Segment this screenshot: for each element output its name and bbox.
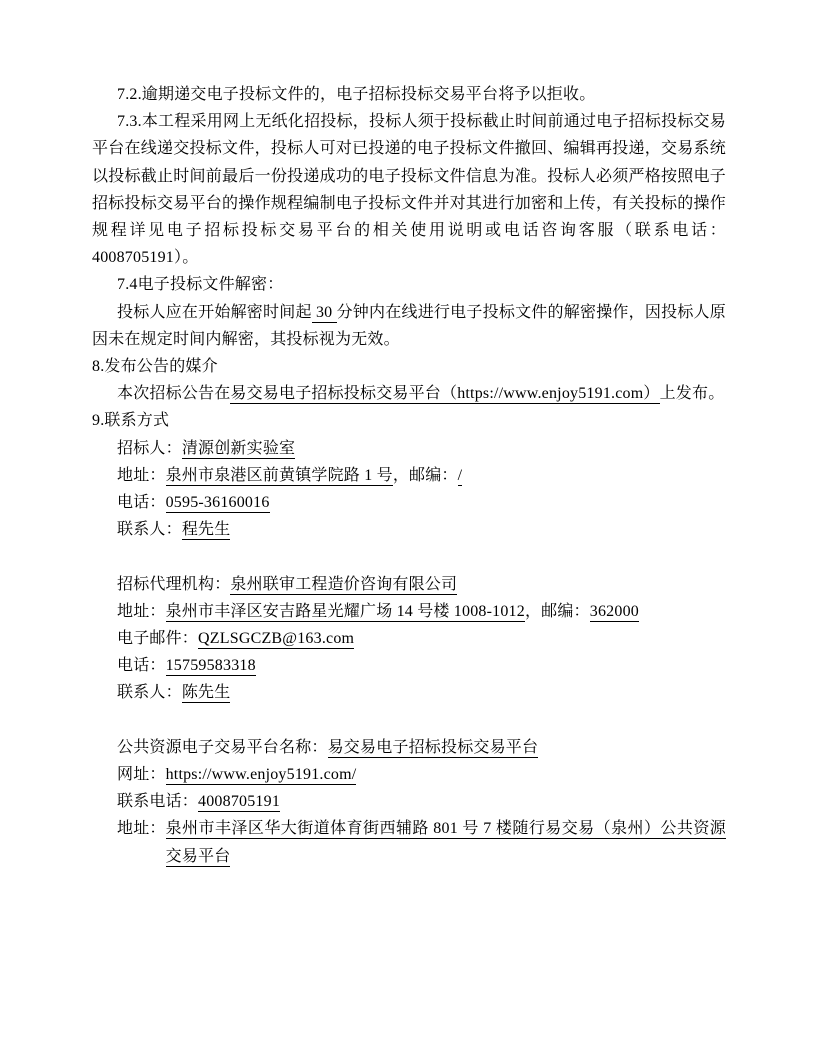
agency-email-label: 电子邮件： [117,630,199,648]
platform-url-row [92,761,726,788]
clause-7-4-paragraph [92,299,726,353]
platform-name-value: 易交易电子招标投标交易平台 [327,738,539,756]
tender-notice-content [92,81,726,870]
decrypt-minutes-value: 30 [311,303,337,321]
clause-7-4-heading: 7.4电子投标文件解密： [117,276,284,294]
tenderer-phone-value: 0595-36160016 [165,494,270,512]
platform-url-value: https://www.enjoy5191.com/ [165,766,357,784]
agency-block [92,571,726,707]
tenderer-address-row [92,462,726,489]
agency-address-row [92,598,726,625]
section-8-paragraph [92,380,726,407]
tenderer-address-value: 泉州市泉港区前黄镇学院路 1 号 [165,466,393,484]
tenderer-name-value: 清源创新实验室 [181,439,296,457]
agency-phone-row [92,652,726,679]
agency-phone-label: 电话： [117,657,166,675]
announcement-suffix: 上发布。 [659,385,725,403]
platform-address-row [92,815,726,869]
agency-contact-row [92,679,726,706]
tenderer-block [92,435,726,544]
platform-name-row [92,734,726,761]
agency-postcode-label: ，邮编： [524,602,590,620]
tenderer-address-label: 地址： [117,466,166,484]
agency-address-value: 泉州市丰泽区安吉路星光耀广场 14 号楼 1008-1012 [165,602,525,620]
tenderer-phone-label: 电话： [117,494,166,512]
section-8-heading: 8.发布公告的媒介 [92,358,218,376]
agency-contact-value: 陈先生 [181,684,231,702]
platform-address-label: 地址： [117,820,166,838]
decrypt-deadline-prefix: 投标人应在开始解密时间起 [117,303,312,321]
clause-7-3-paragraph: 7.3.本工程采用网上无纸化招投标，投标人须于投标截止时间前通过电子招标投标交易平台在线递交投标文件，投标人可对已投递的电子投标文件撤回、编辑再投递，交易系统以投标截止时间前最后一份投递成功的电子投标文件信息为准。投标人必须严格按照电子招标投标交易平台的操作规程编制电子投标文件并对其进行加密和上传，有关投标的操作规程详见电子招标投标交易平台的相关使用说明或电话咨询客服（联系电话：4008705191）。 [92,113,726,267]
tenderer-postcode-label: ，邮编： [392,466,458,484]
clause-7-2-paragraph: 7.2.逾期递交电子投标文件的，电子招标投标交易平台将予以拒收。 [117,86,596,103]
announcement-platform-link: 易交易电子招标投标交易平台（https://www.enjoy5191.com） [230,385,660,403]
section-9-heading: 9.联系方式 [92,412,170,430]
platform-phone-row [92,788,726,815]
platform-name-label: 公共资源电子交易平台名称： [117,738,328,756]
platform-block [92,734,726,870]
platform-phone-value: 4008705191 [198,793,281,811]
agency-address-label: 地址： [117,602,166,620]
blank-line [92,543,726,570]
tenderer-contact-row [92,516,726,543]
agency-phone-value: 15759583318 [165,657,256,675]
tenderer-contact-value: 程先生 [181,521,231,539]
tenderer-phone-row [92,489,726,516]
agency-name-label: 招标代理机构： [117,575,231,593]
agency-postcode-value: 362000 [589,602,639,620]
agency-email-row [92,625,726,652]
tenderer-name-label: 招标人： [117,439,182,457]
blank-line [92,707,726,734]
agency-contact-label: 联系人： [117,684,182,702]
agency-name-value: 泉州联审工程造价咨询有限公司 [230,575,458,593]
tenderer-postcode-value: / [457,466,463,484]
announcement-prefix: 本次招标公告在 [117,385,231,403]
platform-address-value-wrap [166,815,726,869]
agency-email-value: QZLSGCZB@163.com [198,630,355,648]
agency-name-row [92,571,726,598]
platform-address-value: 泉州市丰泽区华大街道体育街西辅路 801 号 7 楼随行易交易（泉州）公共资源交易平台 [165,820,726,865]
platform-url-label: 网址： [117,766,166,784]
decrypt-deadline-suffix: 分钟内在线进行电子投标文件的解密操作，因投标人原因未在规定时间内解密，其投标视为无效。 [92,303,726,348]
tenderer-contact-label: 联系人： [117,521,182,539]
tenderer-name-row [92,435,726,462]
platform-phone-label: 联系电话： [117,793,199,811]
